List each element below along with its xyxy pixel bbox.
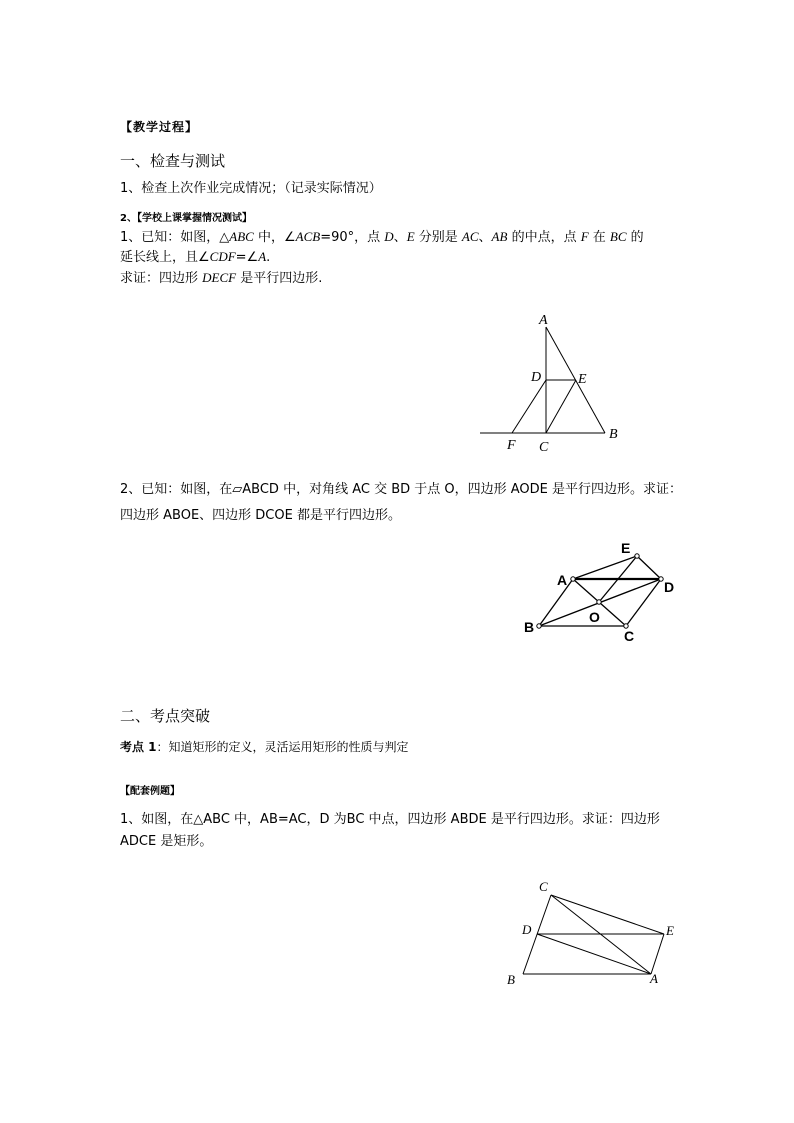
figure1-triangle-diagram xyxy=(470,305,630,455)
figure3-rectangle-diagram xyxy=(500,875,690,995)
section2-title: 二、考点突破 xyxy=(120,707,211,725)
section1-title: 一、检查与测试 xyxy=(120,152,226,170)
segment-DA xyxy=(537,934,651,974)
label-E: E xyxy=(621,540,631,556)
label-A: A xyxy=(557,572,568,588)
section1-item1: 1、检查上次作业完成情况；（记录实际情况） xyxy=(120,181,382,196)
segment-CE xyxy=(551,895,664,934)
label-A: A xyxy=(539,313,548,328)
segment-ED xyxy=(637,556,661,579)
q2-line2: 四边形 ABOE、四边形 DCOE 都是平行四边形。 xyxy=(120,508,401,523)
label-B: B xyxy=(507,972,515,987)
q1-line3: 求证：四边形 DECF 是平行四边形. xyxy=(120,270,323,286)
q1-line1: 1、已知：如图，△ABC 中，∠ACB=90°，点 D、E 分别是 AC、AB 的中点，点 F 在 BC 的 xyxy=(120,229,644,245)
label-B: B xyxy=(609,427,618,442)
q2-line1: 2、已知：如图，在▱ABCD 中，对角线 AC 交 BD 于点 O，四边形 AODE 是平行四边形。求证： xyxy=(120,482,683,497)
label-O: O xyxy=(589,609,600,625)
label-B: B xyxy=(524,619,535,635)
label-D: D xyxy=(531,370,542,385)
kaodian-1: 考点 1：知道矩形的定义，灵活运用矩形的性质与判定 xyxy=(120,740,409,754)
label-E: E xyxy=(666,923,674,938)
segment-EC xyxy=(546,380,576,433)
segment-AE xyxy=(651,934,664,974)
label-D: D xyxy=(522,922,532,937)
label-F: F xyxy=(507,438,516,453)
figure2-parallelogram-diagram xyxy=(520,540,690,645)
label-A: A xyxy=(650,971,658,986)
label-C: C xyxy=(624,628,635,644)
section1-item2: 2、【学校上课掌握情况测试】 xyxy=(120,213,252,224)
segment-DF xyxy=(512,380,546,433)
label-E: E xyxy=(578,372,587,387)
example-heading: 【配套例题】 xyxy=(120,786,180,797)
label-C: C xyxy=(539,440,549,455)
label-C: C xyxy=(539,879,548,894)
label-D: D xyxy=(664,579,675,595)
teaching-process-heading: 【教学过程】 xyxy=(120,120,199,134)
ex1-line2: ADCE 是矩形。 xyxy=(120,834,213,849)
q1-line2: 延长线上，且∠CDF=∠A. xyxy=(120,249,271,265)
ex1-line1: 1、如图，在△ABC 中，AB=AC，D 为BC 中点，四边形 ABDE 是平行四边形。求证：四边形 xyxy=(120,812,660,827)
